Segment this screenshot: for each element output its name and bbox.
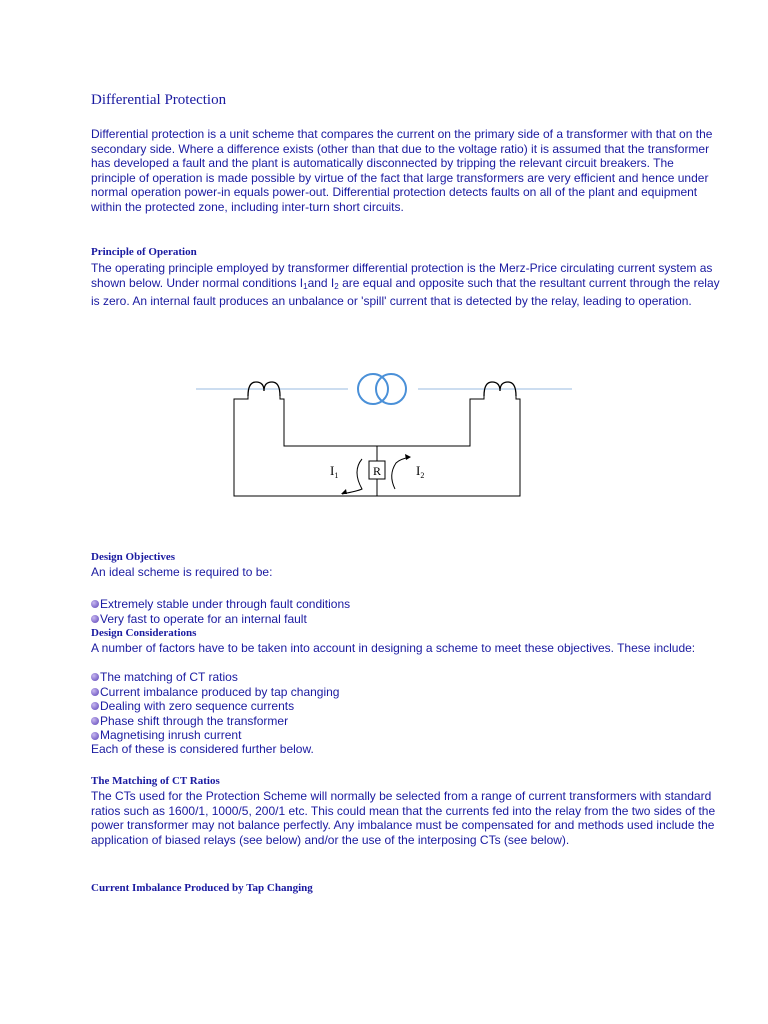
intro-paragraph: Differential protection is a unit scheme that compares the current on the primary side of a transformer with that on the secondary side. Where a difference exists (other than that due to the voltage ratio) it is assumed that the transformer has developed a fault and the plant is automatically disconnected by tripping the relevant circuit breakers. The principle of operation is made possible by virtue of the fact that large transformers are very efficient and hence under normal operation power-in equals power-out. Differential protection detects faults on all of the plant and equipment within the protected zone, including inter-turn short circuits. <box>91 127 713 214</box>
i2-label: $I_2$ <box>416 463 425 480</box>
principle-text-b: and I <box>307 275 335 290</box>
principle-text-a: The operating principle employed by transformer differential protection is the Merz-Price circulating current system as shown below. Under normal conditions I <box>91 261 713 290</box>
tap-changing-heading: Current Imbalance Produced by Tap Changing <box>91 882 313 894</box>
bullet-icon <box>91 600 99 608</box>
bullet-icon <box>91 615 99 623</box>
list-item: The matching of CT ratios <box>91 670 339 685</box>
bullet-icon <box>91 673 99 681</box>
list-item: Extremely stable under through fault conditions <box>91 597 350 612</box>
design-objectives-list <box>91 597 350 626</box>
principle-heading: Principle of Operation <box>91 246 197 258</box>
bullet-icon <box>91 717 99 725</box>
secondary-circuit <box>234 396 520 496</box>
design-considerations-outro: Each of these is considered further below. <box>91 742 314 756</box>
relay-label: R <box>372 464 382 478</box>
principle-subscript-2: 2 <box>334 281 339 291</box>
principle-text-c: are equal and opposite such that the resultant current through the relay is zero. An internal fault produces an unbalance or 'spill' current that is detected by the relay, leading to operation. <box>91 275 720 309</box>
list-item: Very fast to operate for an internal fault <box>91 612 350 627</box>
design-considerations-heading: Design Considerations <box>91 627 197 639</box>
i2-arrow-icon <box>392 457 410 489</box>
design-objectives-intro: An ideal scheme is required to be: <box>91 565 273 579</box>
ct-ratios-heading: The Matching of CT Ratios <box>91 775 220 787</box>
design-considerations-intro: A number of factors have to be taken into account in designing a scheme to meet these objectives. These include: <box>91 641 696 655</box>
ct-ratios-paragraph: The CTs used for the Protection Scheme will normally be selected from a range of current transformers with standard ratios such as 1600/1, 1000/5, 200/1 etc. This could mean that the currents fed into the relay from the two sides of the power transformer may not balance perfectly. Any imbalance must be compensated for and methods used include the application of biased relays (see below) and/or the use of the interposing CTs (see below). <box>91 789 716 847</box>
i1-label: $I_1$ <box>330 463 339 480</box>
list-item: Magnetising inrush current <box>91 728 339 743</box>
merz-price-diagram <box>190 365 580 505</box>
list-item: Current imbalance produced by tap changing <box>91 685 339 700</box>
principle-paragraph <box>91 261 721 309</box>
i1-arrow-icon <box>342 459 362 494</box>
bullet-icon <box>91 702 99 710</box>
bullet-icon <box>91 688 99 696</box>
principle-subscript-1: 1 <box>303 281 308 291</box>
bullet-icon <box>91 732 99 740</box>
design-considerations-list <box>91 670 339 743</box>
design-objectives-heading: Design Objectives <box>91 551 176 563</box>
power-transformer-icon <box>358 374 406 404</box>
page-title: Differential Protection <box>91 92 227 108</box>
list-item: Phase shift through the transformer <box>91 714 339 729</box>
list-item: Dealing with zero sequence currents <box>91 699 339 714</box>
